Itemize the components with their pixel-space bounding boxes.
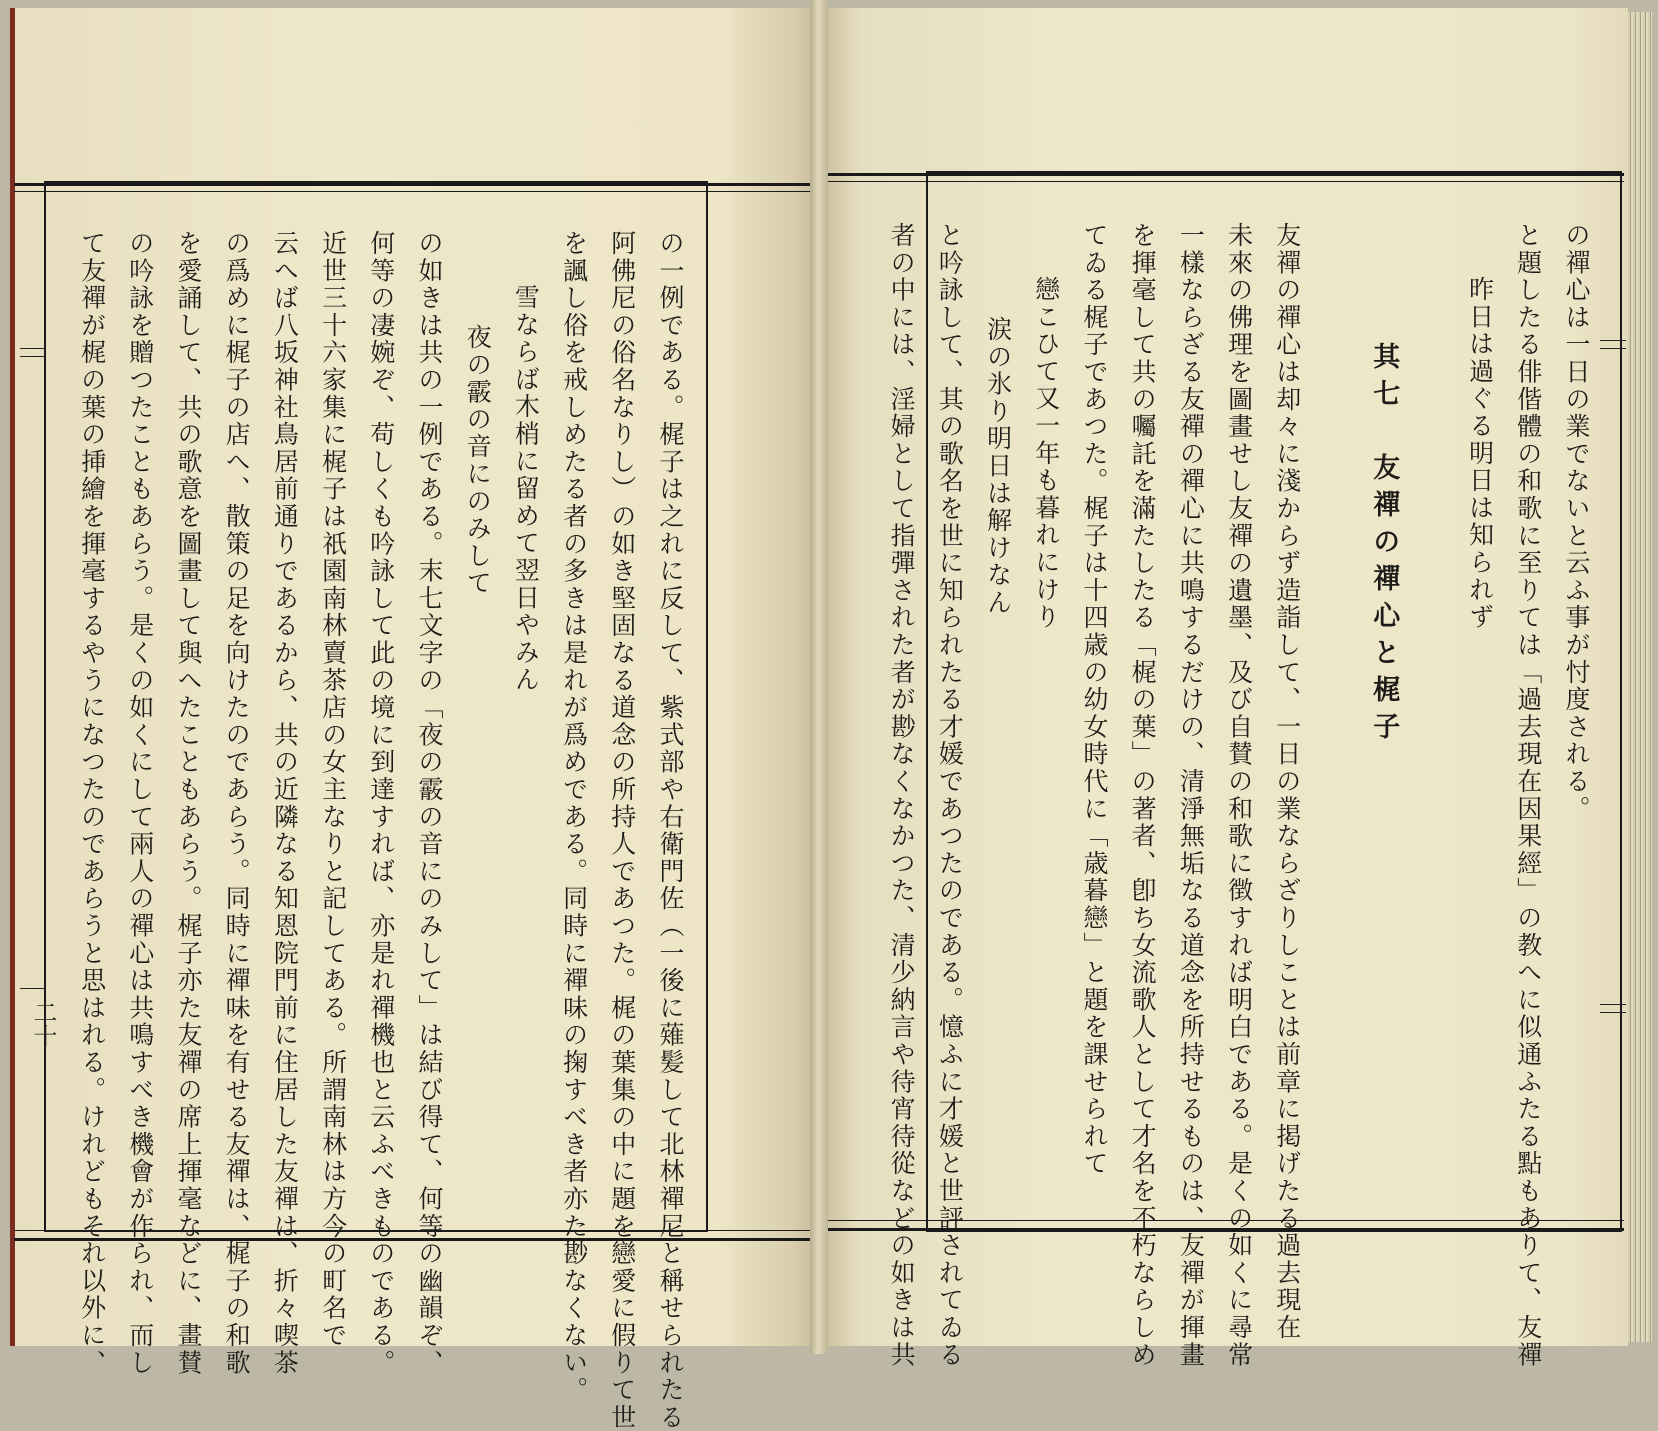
column-spacer [1407,222,1455,1222]
page-number: 二十 [29,1000,57,1048]
text-column: を愛誦して、共の歌意を圖畫して與へたこともあらう。梶子亦た友禪の席上揮毫などに、畫賛 [173,230,203,1377]
text-column: の吟詠を贈つたこともあらう。是くの如くにして兩人の禪心は共鳴すべき機會が作られ、而し [125,230,155,1377]
text-column: の爲めに梶子の店へ、散策の足を向けたのであらう。同時に禪味を有せる友禪は、梶子の和歌 [222,230,252,1377]
text-column: の如きは共の一例である。末七文字の「夜の霰の音にのみして」は結び得て、何等の幽韻ぞ、 [414,230,444,1377]
page-fore-edge [1628,12,1652,1342]
text-column: を揮毫して共の囑託を滿たしたる「梶の葉」の著者、卽ち女流歌人として才名を不朽ならしめ [1128,222,1158,1369]
poem-line: 涙の氷り明日は解けなん [983,316,1013,617]
right-margin-tick [1600,1004,1626,1005]
text-column: の一例である。梶子は之れに反して、紫式部や右衛門佐（一後に薙髪して北林禪尼と稱せられたる [656,230,685,1431]
book-gutter [810,0,828,1354]
text-column: 友禪の禪心は却々に淺からず造詣して、一日の業ならざりしことは前章に掲げたる過去現在 [1272,222,1302,1342]
text-column: 云へば八坂神社鳥居前通りであるから、共の近隣なる知恩院門前に住居した友禪は、折々喫茶 [270,230,300,1377]
poem-line: 雪ならば木梢に留めて翌日やみん [511,284,541,694]
text-column: 近世三十六家集に梶子は祇園南林賣茶店の女主なりと記してある。所謂南林は方今の町名で [318,230,348,1350]
text-column: と題したる俳偕體の和歌に至りては「過去現在因果經」の教へに似通ふたる點もありて、友禪 [1513,222,1543,1369]
right-margin-tick [1600,340,1626,341]
left-margin-tick [20,356,46,357]
text-column: の禪心は一日の業でないと云ふ事が忖度される。 [1562,222,1591,823]
right-margin-tick [1600,1012,1626,1013]
right-margin-tick [1600,348,1626,349]
text-column: 何等の凄婉ぞ、苟しくも吟詠して此の境に到達すれば、亦是れ禪機也と云ふべきものである。 [366,230,396,1377]
text-column: と吟詠して、其の歌名を世に知られたる才媛であつたのである。憶ふに才媛と世評されてゐる [935,222,965,1369]
left-margin-tick [20,348,46,349]
text-column: てゐる梶子であつた。梶子は十四歳の幼女時代に「歳暮戀」と題を課せられて [1079,222,1109,1178]
left-margin-tick [20,988,46,989]
poem-line: 戀こひて又一年も暮れにけり [1031,276,1061,631]
poem-line: 夜の霰の音にのみして [463,324,493,597]
section-heading: 其七 友禪の禪心と梶子 [1368,342,1400,749]
column-spacer [1311,222,1359,1222]
text-column: 未來の佛理を圖畫せし友禪の遺墨、及び自賛の和歌に徴すれば明白である。是くの如くに尋常 [1224,222,1254,1369]
text-column: を諷し俗を戒しめたる者の多きは是れが爲めである。同時に禪味の掬すべき者亦た尠なくない。 [559,230,589,1404]
poem-line: 昨日は過ぐる明日は知られず [1465,276,1495,631]
left-page-text [64,230,694,1431]
text-column: 者の中には、淫婦として指彈された者が尠なくなかつた、清少納言や待宵待從などの如きは共 [887,222,917,1369]
text-column: 一樣ならざる友禪の禪心に共鳴するだけの、清淨無垢なる道念を所持せるものは、友禪が揮畫 [1176,222,1206,1369]
text-column: 阿佛尼の俗名なりし）の如き堅固なる道念の所持人であつた。梶の葉集の中に題を戀愛に假りて世 [607,230,637,1431]
text-column: て友禪が梶の葉の挿繪を揮毫するやうになつたのであらうと思はれる。けれどもそれ以外に、 [77,230,107,1377]
right-page-text [887,222,1600,1369]
